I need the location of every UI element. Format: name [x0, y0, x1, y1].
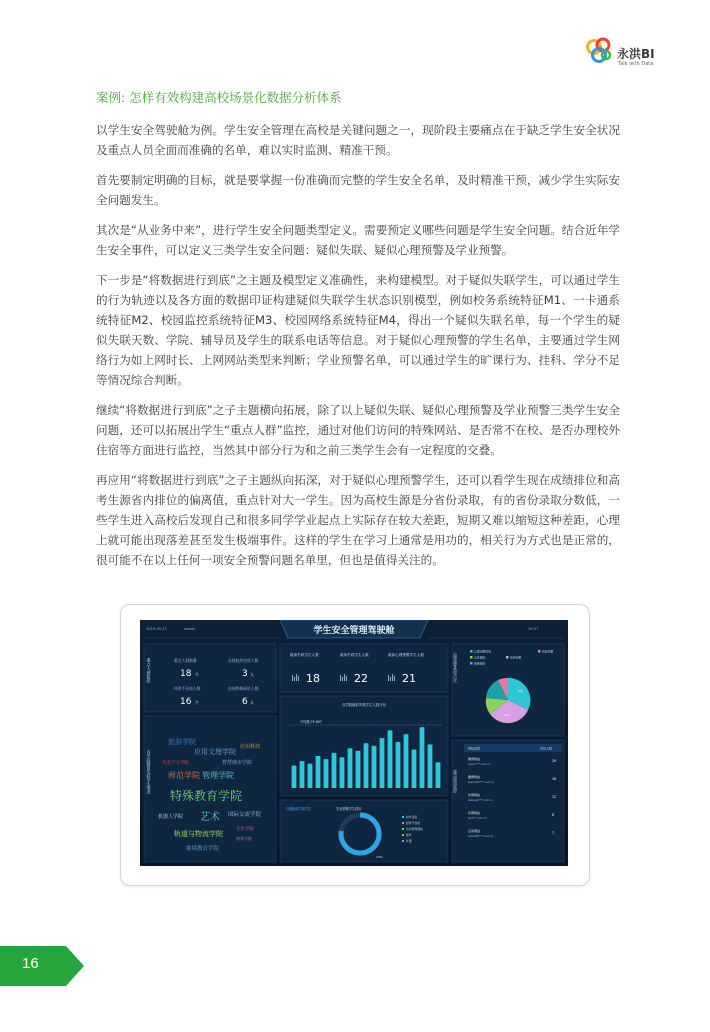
tab-recent-missing[interactable]: 近期疑似失联学生 [286, 807, 312, 811]
body-text [96, 120, 620, 580]
word-cloud-item: 国际交流学院 [228, 812, 262, 818]
tab-academic-warning[interactable]: 学业预警学生情况 [336, 807, 362, 811]
table-cell-count: 8 [552, 813, 555, 817]
logo-rings-icon [584, 36, 614, 66]
table-cell-count: 29 [552, 759, 557, 763]
count-header: 疑似失联学生人数 [290, 653, 319, 657]
pie-legend-item: 情感困扰 [474, 661, 486, 666]
paragraph: 其次是“从业务中来”，进行学生安全问题类型定义。需要预定义哪些问题是学生安全问题。结合近年学生安全事件，可以定义三类学生安全问题：疑似失联、疑似心理预警及学业预警。 [96, 223, 620, 257]
dashboard-date: 2019-05-21 [146, 627, 167, 631]
bar [380, 738, 385, 788]
key-people-section-label: 重点人群监控 [146, 658, 152, 684]
bar [308, 764, 313, 788]
pie-legend-item: 家庭问题 [510, 655, 522, 660]
word-cloud-item: 应用文理学院 [194, 748, 236, 756]
stat-label: 办理校外住宿人数 [228, 658, 259, 663]
table-cell-name: 色情网站 [468, 793, 481, 797]
donut-legend-item: 经常不在校 [406, 821, 420, 825]
table-header: 访问人数 [540, 746, 553, 751]
word-cloud-item: 师范学院 [168, 771, 200, 780]
bar [436, 762, 441, 788]
table-cell-count: 12 [552, 795, 557, 799]
table-cell-name: 赌博网站 [468, 757, 481, 761]
page-number-tab [0, 946, 84, 986]
donut-legend-item: 旷课 [406, 839, 412, 843]
bar [404, 734, 409, 788]
bar [332, 753, 337, 788]
bar [428, 744, 433, 788]
word-cloud-item: 智慧城市学院 [222, 760, 253, 766]
dashboard-time: 10:57 [528, 627, 539, 631]
paragraph: 继续“将数据进行到底”之子主题横向拓展，除了以上疑似失联、疑似心理预警及学业预警三类学生安全问题，还可以拓展出学生“重点人群”监控，通过对他们访问的特殊网站、是否常不在校、是否办理校外住宿等方面进行监控，当然其中部分行为和之前三类学生会有一定程度的交叠。 [96, 403, 620, 457]
table-cell-count: 7 [552, 831, 555, 835]
panel-key-people [144, 644, 276, 712]
count-value: 18 [306, 672, 320, 685]
site-section-label: 重点网站监控 [453, 770, 459, 793]
bar [300, 761, 305, 788]
bar [292, 766, 297, 788]
bar [364, 743, 369, 788]
bar [324, 759, 329, 788]
pie-label: 37% [504, 713, 511, 717]
word-cloud-item: 轨道与物流学院 [174, 830, 223, 838]
stat-label: 重点人群数量 [174, 658, 197, 663]
stat-value: 16 [180, 697, 192, 707]
pie-label: 5% [518, 689, 523, 693]
bar-chart-title: 各学院疑似失联学生人数分布 [341, 703, 387, 707]
stat-label: 访问特殊网站人数 [228, 686, 259, 691]
dashboard-screenshot [140, 620, 568, 866]
donut-legend-item: 挂科 [406, 833, 412, 837]
pie-legend-item: 自杀倾向 [474, 655, 486, 660]
word-cloud-item: 艺术 [200, 812, 220, 823]
dashboard-title: 学生安全管理驾驶舱 [313, 626, 395, 636]
page-number: 16 [22, 955, 39, 972]
stat-unit: 个 [195, 700, 199, 705]
word-cloud-item: 特殊教育学院 [170, 789, 243, 803]
psych-section-label: 心理预警类型占比 [453, 652, 459, 683]
count-header: 疑似失联学生人数 [340, 653, 369, 657]
word-cloud-item: 应用科技 [240, 744, 261, 750]
table-cell-name: 赌博网站 [468, 775, 481, 779]
word-cloud-item: 生化学院 [236, 827, 254, 832]
bar [388, 730, 393, 788]
bar [412, 750, 417, 788]
donut-label: 10% [376, 855, 383, 859]
word-cloud-item: 继续教育学院 [186, 846, 220, 852]
table-cell-url: sbd***.com.cn [468, 817, 487, 820]
paragraph: 首先要制定明确的目标，就是要掌握一份准确而完整的学生安全名单，及时精准干预，减少学生实际安全问题发生。 [96, 173, 620, 207]
stat-unit: 人 [250, 672, 254, 677]
dashboard-user: admin [184, 627, 196, 631]
table-cell-name: 反动网站 [468, 829, 481, 833]
word-cloud-item: 乌克兰文学院 [162, 761, 189, 766]
word-cloud-item: 商务学院 [236, 836, 252, 841]
bar [356, 751, 361, 788]
count-value: 21 [402, 672, 416, 685]
paragraph: 以学生安全驾驶舱为例。学生安全管理在高校是关键问题之一，现阶段主要痛点在于缺乏学生安全状况及重点人员全面而准确的名单，难以实时监测、精准干预。 [96, 123, 620, 157]
table-header: 网站类型 [468, 746, 481, 751]
donut-legend-item: 访问特殊网站 [406, 827, 423, 831]
stat-label: 经常不在校人数 [174, 686, 201, 691]
bar [372, 746, 377, 788]
bar [420, 727, 425, 788]
case-title: 案例: 怎样有效构建高校场景化数据分析体系 [96, 90, 342, 105]
table-cell-count: 16 [552, 777, 557, 781]
table-cell-url: www.sst***.com.cn [468, 799, 493, 802]
table-cell-url: www.****.com.cn [468, 763, 491, 766]
paragraph: 再应用“将数据进行到底”之子主题纵向拓深，对于疑似心理预警学生，还可以看学生现在成绩排位和高考生源省内排位的偏离值，重点针对大一学生。因为高校生源是分省份录取，有的省份录取分数低，一些学生进入高校后发现自己和很多同学学业起点上实际存在较大差距，短期又难以缩短这种差距，心理上就可能出现落差甚至发生极端事件。这样的学生在学习上通常是用功的，相关行为方式也是正常的，很可能不在以上任何一项安全预警问题名单里，但也是值得关注的。 [96, 473, 620, 567]
bar [396, 742, 401, 788]
stat-value: 3 [242, 669, 248, 679]
pie-chart [486, 678, 531, 723]
stat-value: 6 [242, 697, 248, 707]
pie-legend-item: 其他问题 [542, 649, 554, 654]
college-section-label: 各学院疑似失联学生情况 [146, 750, 152, 794]
pie-legend-item: 心理问题咨询 [474, 649, 491, 654]
stat-value: 18 [180, 669, 192, 679]
logo-brand-text: 永洪BI [617, 47, 655, 61]
table-cell-url: www.9m***.com.cn [468, 835, 494, 838]
donut-legend-item: 校外住宿 [406, 815, 418, 819]
stat-unit: 个 [195, 672, 199, 677]
word-cloud-item: 旅游学院 [168, 738, 196, 746]
brand-logo [584, 36, 684, 76]
word-cloud-item: 机器人学院 [158, 814, 184, 820]
bar-chart-avg-label: 平均数:75.867 [300, 720, 322, 724]
stat-unit: 人 [250, 700, 254, 705]
paragraph: 下一步是“将数据进行到底”之主题及模型定义准确性，来构建模型。对于疑似失联学生，可以通过学生的行为轨迹以及各方面的数据印证构建疑似失联学生状态识别模型，例如校务系统特征M1、一卡通系统特征M2、校园监控系统特征M3、校园网络系统特征M4，得出一个疑似失联名单，每一个学生的疑似失联天数、学院、辅导员及学生的联系电话等信息。对于疑似心理预警的学生名单，主要通过学生网络行为如上网时长、上网网站类型来判断；学业预警名单，可以通过学生的旷课行为、挂科、学分不足等情况综合判断。 [96, 273, 620, 387]
count-value: 22 [354, 672, 368, 685]
table-cell-url: www.bbb***.com.cn [468, 781, 495, 784]
count-header: 疑似心理预警学生人数 [388, 653, 424, 657]
table-cell-name: 色情网站 [468, 811, 481, 815]
bar [348, 748, 353, 788]
bar [316, 756, 321, 788]
bar [340, 757, 345, 788]
word-cloud-item: 管理学院 [202, 771, 234, 780]
logo-sub-text: Talk with Data [618, 61, 654, 67]
